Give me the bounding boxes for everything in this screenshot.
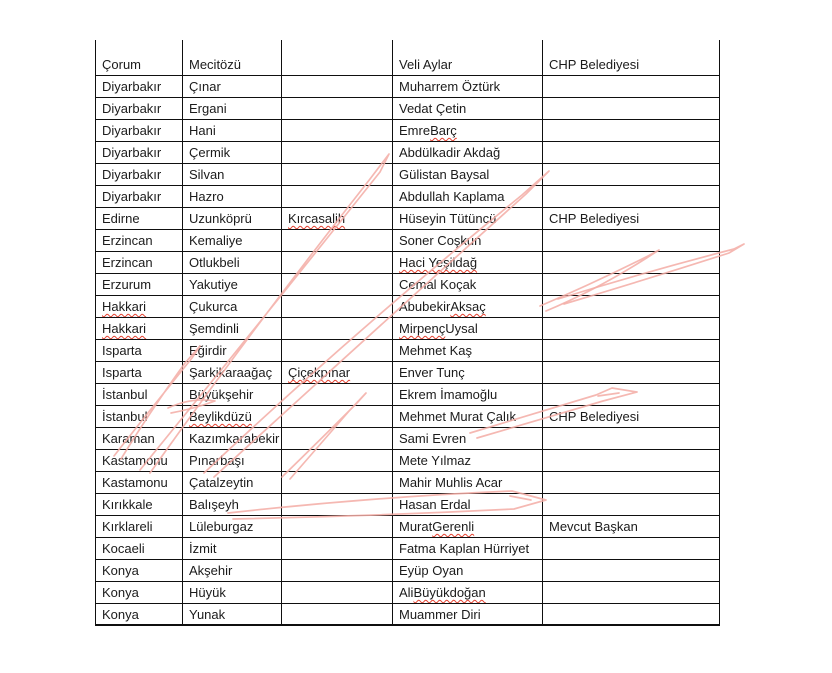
text-run: Konya [102,606,139,622]
cell-candidate-row25[interactable] [393,582,543,604]
cell-district-row5[interactable] [183,142,282,164]
text-run: Mete Yılmaz [399,453,472,468]
cell-province-row13[interactable] [96,318,183,340]
cell-province-row4[interactable] [96,120,183,142]
cell-province-row14[interactable] [96,340,183,362]
text-run: Mehmet Kaş [399,343,472,358]
cell-candidate-row20[interactable] [393,472,543,494]
cell-candidate-row26[interactable] [393,604,543,626]
cell-note-row23[interactable] [543,538,720,560]
cell-candidate-row11[interactable] [393,274,543,296]
cell-candidate-row6[interactable] [393,164,543,186]
text-run: Hani [189,123,216,138]
text-run: Muammer Diri [399,606,481,622]
cell-locality-row23[interactable] [282,538,393,560]
text-run: Çorum [102,57,142,72]
cell-candidate-row7[interactable] [393,186,543,208]
cell-province-row3[interactable] [96,98,183,120]
text-run: Erzurum [102,277,152,292]
cell-district-row4[interactable] [183,120,282,142]
text-run: İstanbul [102,387,148,402]
text-run: Soner Coşkun [399,233,482,248]
cell-locality-row2[interactable] [282,76,393,98]
cell-note-row12[interactable] [543,296,720,318]
cell-note-row3[interactable] [543,98,720,120]
cell-note-row18[interactable] [543,428,720,450]
cell-candidate-row13[interactable] [393,318,543,340]
text-run: CHP Belediyesi [549,409,640,424]
text-run: Otlukbeli [189,255,240,270]
cell-district-row16[interactable] [183,384,282,406]
cell-locality-row16[interactable] [282,384,393,406]
cell-district-row25[interactable] [183,582,282,604]
misspelled-word: Hakkari [102,299,147,314]
text-run: Çermik [189,145,231,160]
text-run: Fatma Kaplan Hürriyet [399,541,530,556]
text-run: Hasan Erdal [399,497,471,512]
cell-candidate-row21[interactable] [393,494,543,516]
cell-locality-row21[interactable] [282,494,393,516]
cell-locality-row25[interactable] [282,582,393,604]
cell-district-row26[interactable] [183,604,282,626]
text-run: Konya [102,585,139,600]
cell-province-row9[interactable] [96,230,183,252]
cell-note-row7[interactable] [543,186,720,208]
cell-note-row14[interactable] [543,340,720,362]
cell-district-row23[interactable] [183,538,282,560]
text-run: Abubekir [399,299,451,314]
cell-note-row1[interactable] [543,40,720,76]
cell-district-row8[interactable] [183,208,282,230]
text-run: Şemdinli [189,321,239,336]
cell-note-row26[interactable] [543,604,720,626]
text-run: Cemal Koçak [399,277,477,292]
cell-district-row15[interactable] [183,362,282,384]
text-run: Yunak [189,606,226,622]
text-run: Akşehir [189,563,233,578]
cell-district-row1[interactable] [183,40,282,76]
cell-district-row17[interactable] [183,406,282,428]
text-run: Eğirdir [189,343,227,358]
text-run: Şarkikaraağaç [189,365,273,380]
text-run: Diyarbakır [102,101,162,116]
text-run: Diyarbakır [102,123,162,138]
cell-district-row13[interactable] [183,318,282,340]
cell-locality-row18[interactable] [282,428,393,450]
cell-candidate-row12[interactable] [393,296,543,318]
text-run: Mahir Muhlis Acar [399,475,503,490]
cell-province-row7[interactable] [96,186,183,208]
text-run: Hüyük [189,585,226,600]
misspelled-word: Büyükdoğan [413,585,486,600]
cell-note-row11[interactable] [543,274,720,296]
cell-province-row15[interactable] [96,362,183,384]
cell-district-row6[interactable] [183,164,282,186]
text-run: Balışeyh [189,497,239,512]
text-run: CHP Belediyesi [549,57,640,72]
misspelled-word: Beylikdüzü [189,409,252,424]
text-run: Muharrem Öztürk [399,79,501,94]
cell-locality-row10[interactable] [282,252,393,274]
cell-candidate-row8[interactable] [393,208,543,230]
text-run: Konya [102,563,139,578]
cell-province-row16[interactable] [96,384,183,406]
cell-note-row8[interactable] [543,208,720,230]
text-run: Isparta [102,343,142,358]
cell-locality-row19[interactable] [282,450,393,472]
cell-district-row3[interactable] [183,98,282,120]
text-run: Çınar [189,79,221,94]
text-run: Ekrem İmamoğlu [399,387,498,402]
text-run: Diyarbakır [102,145,162,160]
text-run: Kocaeli [102,541,145,556]
text-run: Eyüp Oyan [399,563,464,578]
cell-locality-row11[interactable] [282,274,393,296]
text-run: Ergani [189,101,227,116]
cell-locality-row6[interactable] [282,164,393,186]
text-run: Emre [399,123,431,138]
misspelled-word: Gerenli [432,519,475,534]
text-run: İstanbul [102,409,148,424]
cell-note-row4[interactable] [543,120,720,142]
misspelled-word: Haci Yeşildağ [399,255,478,270]
cell-locality-row12[interactable] [282,296,393,318]
misspelled-word: Kırcasalih [288,211,346,226]
text-run: Hüseyin Tütüncü [399,211,497,226]
document-table [95,40,720,626]
text-run: Edirne [102,211,140,226]
cell-province-row23[interactable] [96,538,183,560]
cell-locality-row14[interactable] [282,340,393,362]
cell-candidate-row2[interactable] [393,76,543,98]
cell-district-row18[interactable] [183,428,282,450]
cell-candidate-row4[interactable] [393,120,543,142]
cell-candidate-row15[interactable] [393,362,543,384]
text-run: CHP Belediyesi [549,211,640,226]
text-run: Erzincan [102,233,153,248]
cell-province-row22[interactable] [96,516,183,538]
cell-district-row21[interactable] [183,494,282,516]
cell-locality-row17[interactable] [282,406,393,428]
cell-note-row16[interactable] [543,384,720,406]
cell-district-row20[interactable] [183,472,282,494]
cell-note-row5[interactable] [543,142,720,164]
cell-locality-row22[interactable] [282,516,393,538]
cell-province-row10[interactable] [96,252,183,274]
cell-province-row6[interactable] [96,164,183,186]
cell-note-row24[interactable] [543,560,720,582]
cell-province-row1[interactable] [96,40,183,76]
cell-district-row12[interactable] [183,296,282,318]
cell-candidate-row17[interactable] [393,406,543,428]
cell-province-row2[interactable] [96,76,183,98]
cell-locality-row13[interactable] [282,318,393,340]
text-run: Kırıkkale [102,497,153,512]
text-run: Karaman [102,431,155,446]
cell-note-row25[interactable] [543,582,720,604]
misspelled-word: Çiçekpınar [288,365,351,380]
misspelled-word: Barç [430,123,457,138]
text-run: Veli Aylar [399,57,453,72]
text-run: Diyarbakır [102,189,162,204]
text-run: Diyarbakır [102,167,162,182]
cell-note-row15[interactable] [543,362,720,384]
cell-note-row6[interactable] [543,164,720,186]
text-run: Mehmet Murat Çalık [399,409,517,424]
text-run: Kırklareli [102,519,153,534]
text-run: Silvan [189,167,225,182]
cell-candidate-row9[interactable] [393,230,543,252]
cell-locality-row5[interactable] [282,142,393,164]
cell-locality-row1[interactable] [282,40,393,76]
cell-candidate-row18[interactable] [393,428,543,450]
text-run: Kastamonu [102,475,168,490]
text-run: Mevcut Başkan [549,519,638,534]
cell-province-row21[interactable] [96,494,183,516]
text-run: Çatalzeytin [189,475,254,490]
cell-province-row8[interactable] [96,208,183,230]
cell-province-row12[interactable] [96,296,183,318]
text-run: Gülistan Baysal [399,167,490,182]
cell-note-row20[interactable] [543,472,720,494]
text-run: Hazro [189,189,224,204]
text-run: Sami Evren [399,431,467,446]
cell-locality-row4[interactable] [282,120,393,142]
cell-province-row20[interactable] [96,472,183,494]
text-run: Kemaliye [189,233,243,248]
cell-province-row26[interactable] [96,604,183,626]
cell-province-row11[interactable] [96,274,183,296]
cell-locality-row20[interactable] [282,472,393,494]
text-run: Vedat Çetin [399,101,467,116]
text-run: Kastamonu [102,453,168,468]
text-run: Uysal [445,321,478,336]
misspelled-word: Aksaç [450,299,486,314]
cell-note-row19[interactable] [543,450,720,472]
cell-candidate-row1[interactable] [393,40,543,76]
cell-district-row2[interactable] [183,76,282,98]
cell-candidate-row19[interactable] [393,450,543,472]
cell-province-row25[interactable] [96,582,183,604]
text-run: Pınarbaşı [189,453,245,468]
text-run: Mecitözü [189,57,242,72]
cell-district-row22[interactable] [183,516,282,538]
text-run: Abdullah Kaplama [399,189,505,204]
text-run: Erzincan [102,255,153,270]
cell-note-row10[interactable] [543,252,720,274]
text-run: Isparta [102,365,142,380]
cell-district-row7[interactable] [183,186,282,208]
cell-locality-row15[interactable] [282,362,393,384]
cell-district-row9[interactable] [183,230,282,252]
misspelled-word: Hakkari [102,321,147,336]
cell-province-row19[interactable] [96,450,183,472]
cell-province-row5[interactable] [96,142,183,164]
cell-province-row18[interactable] [96,428,183,450]
cell-candidate-row23[interactable] [393,538,543,560]
text-run: Kazımkarabekir [189,431,280,446]
text-run: Yakutiye [189,277,238,292]
cell-locality-row7[interactable] [282,186,393,208]
cell-district-row19[interactable] [183,450,282,472]
text-run: Uzunköprü [189,211,252,226]
cell-locality-row26[interactable] [282,604,393,626]
cell-locality-row9[interactable] [282,230,393,252]
text-run: Lüleburgaz [189,519,254,534]
cell-note-row2[interactable] [543,76,720,98]
text-run: Abdülkadir Akdağ [399,145,501,160]
cell-note-row17[interactable] [543,406,720,428]
cell-province-row24[interactable] [96,560,183,582]
cell-district-row14[interactable] [183,340,282,362]
text-run: Murat [399,519,433,534]
cell-candidate-row3[interactable] [393,98,543,120]
cell-district-row10[interactable] [183,252,282,274]
cell-district-row24[interactable] [183,560,282,582]
cell-locality-row24[interactable] [282,560,393,582]
cell-candidate-row14[interactable] [393,340,543,362]
cell-note-row9[interactable] [543,230,720,252]
cell-candidate-row16[interactable] [393,384,543,406]
text-run: Ali [399,585,414,600]
cell-locality-row3[interactable] [282,98,393,120]
text-run: Enver Tunç [399,365,465,380]
cell-province-row17[interactable] [96,406,183,428]
cell-candidate-row22[interactable] [393,516,543,538]
cell-district-row11[interactable] [183,274,282,296]
cell-locality-row8[interactable] [282,208,393,230]
cell-note-row21[interactable] [543,494,720,516]
misspelled-word: Mirpenç [399,321,446,336]
cell-candidate-row24[interactable] [393,560,543,582]
cell-note-row22[interactable] [543,516,720,538]
text-run: Diyarbakır [102,79,162,94]
cell-candidate-row5[interactable] [393,142,543,164]
cell-candidate-row10[interactable] [393,252,543,274]
text-run: Çukurca [189,299,238,314]
cell-note-row13[interactable] [543,318,720,340]
text-run: İzmit [189,541,217,556]
text-run: Büyükşehir [189,387,254,402]
